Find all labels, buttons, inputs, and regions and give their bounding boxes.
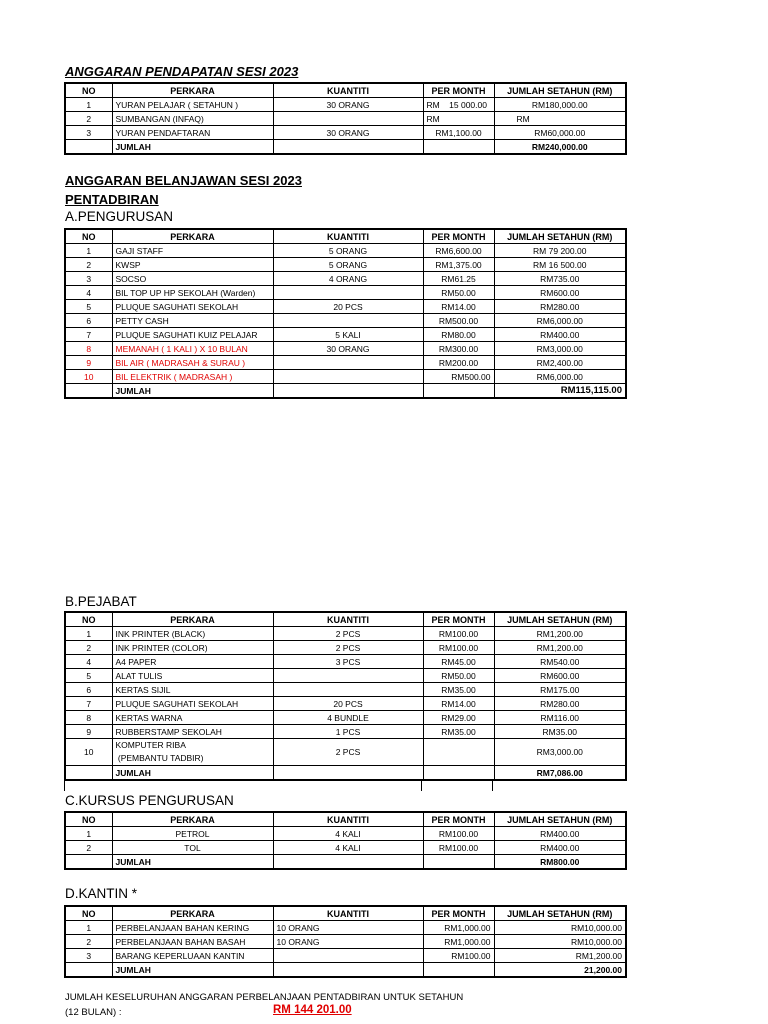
cell-qty: 3 PCS: [273, 655, 423, 669]
divider: [421, 779, 422, 791]
cell-total: RM2,400.00: [494, 356, 626, 370]
table-header-row: [65, 906, 626, 921]
cell-qty: [273, 949, 423, 963]
cell-qty: 4 BUNDLE: [273, 711, 423, 725]
cell-qty: [273, 669, 423, 683]
cell-no: 8: [65, 711, 112, 725]
item-line: KOMPUTER RIBA: [115, 740, 186, 750]
table-header-row: [65, 812, 626, 827]
total-label: JUMLAH: [112, 140, 273, 155]
cell-per-month: RM50.00: [423, 669, 494, 683]
cell-blank: [273, 963, 423, 978]
cell-item: PLUQUE SAGUHATI SEKOLAH: [112, 300, 273, 314]
table-total-row: [65, 855, 626, 870]
cell-per-month: RM1,100.00: [423, 126, 494, 140]
col-header: PER MONTH: [423, 612, 494, 627]
total-value: 21,200.00: [494, 963, 626, 978]
cell-per-month: RM100.00: [423, 841, 494, 855]
cell-blank: [423, 766, 494, 781]
cell-total: RM280.00: [494, 300, 626, 314]
cell-blank: [423, 963, 494, 978]
cell-no: 6: [65, 683, 112, 697]
pengurusan-title: A.PENGURUSAN: [65, 209, 174, 224]
table-row: [65, 655, 626, 669]
cell-per-month: RM45.00: [423, 655, 494, 669]
cell-no: 1: [65, 244, 112, 258]
cell-per-month: RM35.00: [423, 725, 494, 739]
col-header: JUMLAH SETAHUN (RM): [494, 83, 626, 98]
cell-item: PERBELANJAAN BAHAN BASAH: [112, 935, 273, 949]
table-extension-lines: [64, 779, 625, 791]
table-row: [65, 126, 626, 140]
cell-total: RM1,200.00: [494, 627, 626, 641]
cell-per-month: RM61.25: [423, 272, 494, 286]
total-value: RM800.00: [494, 855, 626, 870]
cell-total: RM175.00: [494, 683, 626, 697]
cell-qty: 1 PCS: [273, 725, 423, 739]
cell-per-month: RM100.00: [423, 827, 494, 841]
table-header-row: [65, 612, 626, 627]
cell-per-month: RM: [423, 112, 494, 126]
cell-per-month: RM100.00: [423, 627, 494, 641]
cell-total: RM400.00: [494, 841, 626, 855]
cell-no: 10: [65, 739, 112, 766]
cell-item: PERBELANJAAN BAHAN KERING: [112, 921, 273, 935]
total-label: JUMLAH: [112, 855, 273, 870]
table-row: [65, 286, 626, 300]
kantin-table: [64, 905, 627, 978]
cell-item: PETTY CASH: [112, 314, 273, 328]
cell-total: RM3,000.00: [494, 739, 626, 766]
cell-no: 2: [65, 112, 112, 126]
col-header: JUMLAH SETAHUN (RM): [494, 906, 626, 921]
cell-qty: [273, 683, 423, 697]
cell-per-month: RM100.00: [423, 641, 494, 655]
cell-item: GAJI STAFF: [112, 244, 273, 258]
cell-item: PLUQUE SAGUHATI KUIZ PELAJAR: [112, 328, 273, 342]
cell-item: [112, 739, 273, 766]
cell-total: RM35.00: [494, 725, 626, 739]
table-row: [65, 328, 626, 342]
cell-no: 7: [65, 697, 112, 711]
cell-blank: [423, 140, 494, 155]
table-row: [65, 683, 626, 697]
pendapatan-table: [64, 82, 627, 155]
cell-per-month: RM14.00: [423, 697, 494, 711]
cell-per-month: RM300.00: [423, 342, 494, 356]
cell-per-month: RM29.00: [423, 711, 494, 725]
cell-per-month: RM1,000.00: [423, 921, 494, 935]
table-row: [65, 949, 626, 963]
cell-total: RM400.00: [494, 827, 626, 841]
cell-total: RM: [494, 112, 626, 126]
col-header: PERKARA: [112, 612, 273, 627]
cell-per-month: RM100.00: [423, 949, 494, 963]
col-header: JUMLAH SETAHUN (RM): [494, 612, 626, 627]
cell-blank: [273, 384, 423, 399]
col-header: NO: [65, 229, 112, 244]
cell-total: RM280.00: [494, 697, 626, 711]
cell-qty: 5 ORANG: [273, 244, 423, 258]
table-total-row: [65, 384, 626, 399]
cell-qty: 5 KALI: [273, 328, 423, 342]
table-total-row: [65, 963, 626, 978]
col-header: PER MONTH: [423, 83, 494, 98]
cell-total: RM1,200.00: [494, 641, 626, 655]
total-label: JUMLAH: [112, 384, 273, 399]
table-row: [65, 300, 626, 314]
cell-no: 1: [65, 98, 112, 112]
cell-blank: [65, 766, 112, 781]
table-total-row: [65, 140, 626, 155]
cell-total: RM116.00: [494, 711, 626, 725]
pejabat-table: [64, 611, 627, 781]
table-row: [65, 921, 626, 935]
cell-per-month: RM1,000.00: [423, 935, 494, 949]
cell-total: RM60,000.00: [494, 126, 626, 140]
table-header-row: [65, 83, 626, 98]
cell-no: 4: [65, 655, 112, 669]
cell-item: BIL AIR ( MADRASAH & SURAU ): [112, 356, 273, 370]
total-label: JUMLAH: [112, 963, 273, 978]
table-row: [65, 314, 626, 328]
table-row: [65, 935, 626, 949]
item-line: (PEMBANTU TADBIR): [115, 753, 204, 763]
cell-item: A4 PAPER: [112, 655, 273, 669]
table-total-row: [65, 766, 626, 781]
cell-qty: 2 PCS: [273, 739, 423, 766]
total-value: RM115,115.00: [494, 384, 626, 399]
cell-total: RM6,000.00: [494, 314, 626, 328]
col-header: PERKARA: [112, 812, 273, 827]
kursus-title: C.KURSUS PENGURUSAN: [65, 793, 234, 808]
cell-qty: 30 ORANG: [273, 342, 423, 356]
table-row: [65, 258, 626, 272]
table-row: [65, 342, 626, 356]
cell-no: 9: [65, 725, 112, 739]
cell-no: 2: [65, 841, 112, 855]
col-header: KUANTITI: [273, 906, 423, 921]
cell-no: 9: [65, 356, 112, 370]
table-row: [65, 112, 626, 126]
kursus-table: [64, 811, 627, 870]
cell-per-month: RM14.00: [423, 300, 494, 314]
cell-no: 2: [65, 258, 112, 272]
col-header: PER MONTH: [423, 812, 494, 827]
col-header: KUANTITI: [273, 812, 423, 827]
cell-qty: [273, 370, 423, 384]
table-row: [65, 739, 626, 766]
cell-no: 3: [65, 272, 112, 286]
col-header: NO: [65, 612, 112, 627]
cell-no: 2: [65, 641, 112, 655]
cell-item: RUBBERSTAMP SEKOLAH: [112, 725, 273, 739]
col-header: NO: [65, 83, 112, 98]
kantin-title: D.KANTIN *: [65, 886, 138, 901]
cell-no: 2: [65, 935, 112, 949]
cell-total: RM735.00: [494, 272, 626, 286]
cell-per-month: RM35.00: [423, 683, 494, 697]
col-header: PER MONTH: [423, 906, 494, 921]
cell-per-month: RM6,600.00: [423, 244, 494, 258]
cell-no: 5: [65, 300, 112, 314]
cell-qty: [273, 356, 423, 370]
table-row: [65, 356, 626, 370]
cell-qty: 2 PCS: [273, 641, 423, 655]
divider: [64, 779, 65, 791]
cell-qty: [273, 112, 423, 126]
belanjawan-title: ANGGARAN BELANJAWAN SESI 2023: [65, 173, 302, 188]
cell-qty: 10 ORANG: [273, 935, 423, 949]
cell-per-month: RM50.00: [423, 286, 494, 300]
cell-blank: [65, 963, 112, 978]
cell-per-month: RM 15 000.00: [423, 98, 494, 112]
cell-total: RM180,000.00: [494, 98, 626, 112]
cell-item: SOCSO: [112, 272, 273, 286]
cell-qty: 30 ORANG: [273, 126, 423, 140]
cell-no: 10: [65, 370, 112, 384]
cell-qty: 2 PCS: [273, 627, 423, 641]
col-header: PERKARA: [112, 83, 273, 98]
cell-blank: [65, 140, 112, 155]
cell-item: INK PRINTER (COLOR): [112, 641, 273, 655]
col-header: KUANTITI: [273, 612, 423, 627]
cell-per-month: RM200.00: [423, 356, 494, 370]
cell-blank: [273, 766, 423, 781]
pentadbiran-subtitle: PENTADBIRAN: [65, 192, 159, 207]
col-header: PERKARA: [112, 229, 273, 244]
cell-item: TOL: [112, 841, 273, 855]
cell-qty: 20 PCS: [273, 300, 423, 314]
cell-no: 3: [65, 949, 112, 963]
table-row: [65, 641, 626, 655]
cell-qty: [273, 314, 423, 328]
cell-total: RM600.00: [494, 286, 626, 300]
table-row: [65, 669, 626, 683]
cell-blank: [423, 384, 494, 399]
table-row: [65, 697, 626, 711]
table-row: [65, 370, 626, 384]
table-row: [65, 711, 626, 725]
cell-total: RM1,200.00: [494, 949, 626, 963]
pendapatan-title: ANGGARAN PENDAPATAN SESI 2023: [65, 64, 299, 79]
table-row: [65, 627, 626, 641]
cell-item: INK PRINTER (BLACK): [112, 627, 273, 641]
cell-total: RM 16 500.00: [494, 258, 626, 272]
table-row: [65, 272, 626, 286]
cell-blank: [423, 855, 494, 870]
cell-per-month: [423, 739, 494, 766]
cell-item: KERTAS WARNA: [112, 711, 273, 725]
table-header-row: [65, 229, 626, 244]
cell-qty: 20 PCS: [273, 697, 423, 711]
cell-item: SUMBANGAN (INFAQ): [112, 112, 273, 126]
table-row: [65, 841, 626, 855]
cell-no: 1: [65, 627, 112, 641]
cell-qty: 10 ORANG: [273, 921, 423, 935]
col-header: PER MONTH: [423, 229, 494, 244]
pejabat-title: B.PEJABAT: [65, 594, 137, 609]
cell-blank: [273, 140, 423, 155]
cell-item: PLUQUE SAGUHATI SEKOLAH: [112, 697, 273, 711]
col-header: PERKARA: [112, 906, 273, 921]
cell-qty: 4 ORANG: [273, 272, 423, 286]
col-header: JUMLAH SETAHUN (RM): [494, 812, 626, 827]
cell-item: YURAN PENDAFTARAN: [112, 126, 273, 140]
cell-no: 7: [65, 328, 112, 342]
cell-no: 1: [65, 921, 112, 935]
cell-per-month: RM500.00: [423, 370, 494, 384]
col-header: NO: [65, 906, 112, 921]
cell-total: RM600.00: [494, 669, 626, 683]
cell-item: BIL TOP UP HP SEKOLAH (Warden): [112, 286, 273, 300]
cell-total: RM400.00: [494, 328, 626, 342]
cell-no: 6: [65, 314, 112, 328]
cell-no: 3: [65, 126, 112, 140]
total-label: JUMLAH: [112, 766, 273, 781]
cell-total: RM 79 200.00: [494, 244, 626, 258]
cell-no: 5: [65, 669, 112, 683]
cell-per-month: RM500.00: [423, 314, 494, 328]
table-row: [65, 827, 626, 841]
cell-qty: 4 KALI: [273, 841, 423, 855]
cell-total: RM540.00: [494, 655, 626, 669]
cell-no: 8: [65, 342, 112, 356]
cell-per-month: RM1,375.00: [423, 258, 494, 272]
cell-no: 1: [65, 827, 112, 841]
cell-blank: [65, 384, 112, 399]
col-header: JUMLAH SETAHUN (RM): [494, 229, 626, 244]
cell-item: BIL ELEKTRIK ( MADRASAH ): [112, 370, 273, 384]
table-row: [65, 725, 626, 739]
cell-total: RM10,000.00: [494, 921, 626, 935]
col-header: KUANTITI: [273, 83, 423, 98]
cell-item: KERTAS SIJIL: [112, 683, 273, 697]
table-row: [65, 244, 626, 258]
total-value: RM7,086.00: [494, 766, 626, 781]
table-row: [65, 98, 626, 112]
cell-blank: [65, 855, 112, 870]
cell-item: BARANG KEPERLUAAN KANTIN: [112, 949, 273, 963]
cell-item: KWSP: [112, 258, 273, 272]
cell-total: RM6,000.00: [494, 370, 626, 384]
total-value: RM240,000.00: [494, 140, 626, 155]
col-header: KUANTITI: [273, 229, 423, 244]
grand-total-label: JUMLAH KESELURUHAN ANGGARAN PERBELANJAAN PENTADBIRAN UNTUK SETAHUN: [65, 992, 464, 1003]
pengurusan-table: [64, 228, 627, 399]
cell-item: PETROL: [112, 827, 273, 841]
cell-qty: 5 ORANG: [273, 258, 423, 272]
cell-qty: 30 ORANG: [273, 98, 423, 112]
cell-qty: [273, 286, 423, 300]
grand-total-value: RM 144 201.00: [273, 1004, 352, 1016]
cell-item: YURAN PELAJAR ( SETAHUN ): [112, 98, 273, 112]
divider: [492, 779, 493, 791]
cell-item: MEMANAH ( 1 KALI ) X 10 BULAN: [112, 342, 273, 356]
cell-no: 4: [65, 286, 112, 300]
cell-total: RM3,000.00: [494, 342, 626, 356]
cell-qty: 4 KALI: [273, 827, 423, 841]
grand-total-period: (12 BULAN) :: [65, 1007, 122, 1018]
cell-total: RM10,000.00: [494, 935, 626, 949]
cell-blank: [273, 855, 423, 870]
col-header: NO: [65, 812, 112, 827]
cell-item: ALAT TULIS: [112, 669, 273, 683]
cell-per-month: RM80.00: [423, 328, 494, 342]
